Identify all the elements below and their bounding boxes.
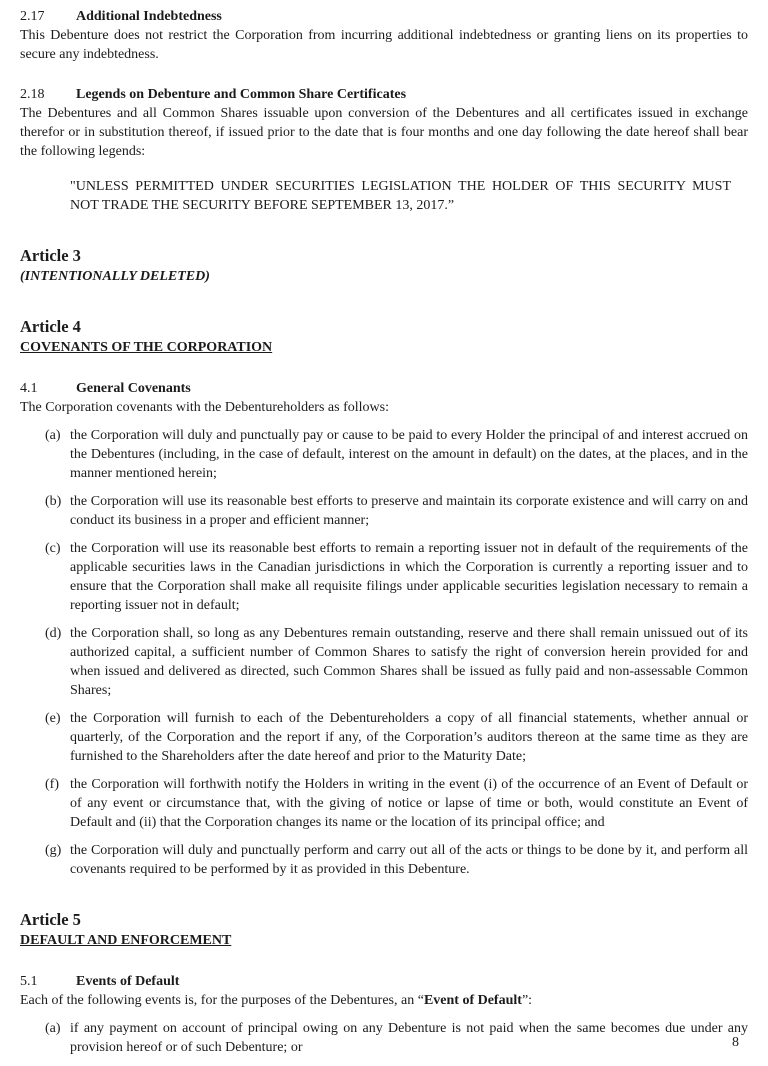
- section-2-18-heading: [20, 85, 748, 104]
- article-4-title: Article 4: [20, 317, 81, 336]
- section-4-1-intro: The Corporation covenants with the Debentureholders as follows:: [20, 400, 389, 415]
- default-events-list: [45, 1019, 748, 1057]
- section-number: 5.1: [20, 974, 38, 989]
- list-item-b: [45, 492, 748, 530]
- list-marker: (a): [45, 1021, 61, 1036]
- article-3: [20, 245, 748, 286]
- list-marker: (a): [45, 428, 61, 443]
- section-5-1-heading: [20, 972, 748, 991]
- section-2-18: [20, 85, 748, 161]
- article-5: [20, 909, 748, 950]
- covenant-list: [45, 426, 748, 879]
- section-2-17: [20, 7, 748, 64]
- section-title: Legends on Debenture and Common Share Certificates: [76, 87, 407, 102]
- list-marker: (g): [45, 843, 62, 858]
- article-4-subtitle: COVENANTS OF THE CORPORATION: [20, 340, 273, 355]
- list-item-g: [45, 841, 748, 879]
- section-title: General Covenants: [76, 381, 191, 396]
- list-marker: (c): [45, 541, 61, 556]
- page-number: 8: [732, 1035, 739, 1050]
- list-marker: (f): [45, 777, 59, 792]
- list-item-text: the Corporation will forthwith notify the Holders in writing in the event (i) of the occurrence of an Event of Default or of any event or circumstance that, with the giving of notice or lapse of time or both, would constitute an Event of Default and (ii) that the Corporation changes its name or the location of its principal office; and: [70, 777, 748, 830]
- list-item-c: [45, 539, 748, 615]
- list-item-d: [45, 624, 748, 700]
- list-item-e: [45, 709, 748, 766]
- list-item-text: the Corporation will use its reasonable best efforts to remain a reporting issuer not in default of the requirements of the applicable securities laws in the Canadian jurisdictions in which the Corporation is currently a reporting issuer and to ensure that the Corporation shall make all requisite filings under applicable securities legislation necessary to remain a reporting issuer not in default;: [70, 541, 748, 613]
- list-item-text: the Corporation will duly and punctually perform and carry out all of the acts or things to be done by it, and perform all covenants required to be performed by it as provided in this Debenture.: [70, 843, 748, 877]
- list-marker: (e): [45, 711, 61, 726]
- section-number: 2.17: [20, 9, 45, 24]
- list-item-f: [45, 775, 748, 832]
- list-item-text: if any payment on account of principal owing on any Debenture is not paid when the same becomes due under any provision hereof or of such Debenture; or: [70, 1021, 748, 1055]
- list-item-text: the Corporation will furnish to each of the Debentureholders a copy of all financial statements, whether annual or quarterly, of the Corporation and the report if any, of the Corporation’s auditors thereon at the same time as they are furnished to the Shareholders after the date hereof and prior to the Maturity Date;: [70, 711, 748, 764]
- section-2-17-heading: [20, 7, 748, 26]
- section-4-1-heading: [20, 379, 748, 398]
- article-3-subtitle: (INTENTIONALLY DELETED): [20, 269, 210, 284]
- list-marker: (d): [45, 626, 62, 641]
- article-5-title: Article 5: [20, 910, 81, 929]
- article-5-subtitle: DEFAULT AND ENFORCEMENT: [20, 933, 232, 948]
- intro-prefix: Each of the following events is, for the purposes of the Debentures, an “: [20, 993, 424, 1008]
- article-3-title: Article 3: [20, 246, 81, 265]
- section-5-1: [20, 972, 748, 1010]
- intro-suffix: ”:: [521, 993, 533, 1008]
- legend-quote: "UNLESS PERMITTED UNDER SECURITIES LEGISLATION THE HOLDER OF THIS SECURITY MUST NOT TRADE THE SECURITY BEFORE SEPTEMBER 13, 2017.”: [70, 179, 731, 213]
- section-title: Additional Indebtedness: [76, 9, 222, 24]
- list-item-a: [45, 1019, 748, 1057]
- list-item-text: the Corporation will use its reasonable best efforts to preserve and maintain its corporate existence and will carry on and conduct its business in a proper and efficient manner;: [70, 494, 748, 528]
- article-4: [20, 316, 748, 357]
- section-2-18-body: The Debentures and all Common Shares issuable upon conversion of the Debentures and all certificates issued in exchange therefor or in substitution thereof, if issued prior to the date that is four months and one day following the date hereof shall bear the following legends:: [20, 106, 748, 159]
- section-4-1: [20, 379, 748, 417]
- intro-defined-term: Event of Default: [423, 993, 522, 1008]
- section-number: 2.18: [20, 87, 45, 102]
- section-number: 4.1: [20, 381, 38, 396]
- list-item-text: the Corporation shall, so long as any Debentures remain outstanding, reserve and there shall remain unissued out of its authorized capital, a sufficient number of Common Shares to satisfy the right of conversion herein provided for and when issued and delivered as directed, such Common Shares shall be issued as fully paid and non-assessable Common Shares;: [70, 626, 748, 698]
- list-item-text: the Corporation will duly and punctually pay or cause to be paid to every Holder the principal of and interest accrued on the Debentures (including, in the case of default, interest on the amount in default) on the dates, at the places, and in the manner mentioned herein;: [70, 428, 748, 481]
- list-item-a: [45, 426, 748, 483]
- list-marker: (b): [45, 494, 62, 509]
- section-2-17-body: This Debenture does not restrict the Corporation from incurring additional indebtedness or granting liens on its properties to secure any indebtedness.: [20, 28, 748, 62]
- section-title: Events of Default: [76, 974, 180, 989]
- section-5-1-intro: [20, 991, 748, 1010]
